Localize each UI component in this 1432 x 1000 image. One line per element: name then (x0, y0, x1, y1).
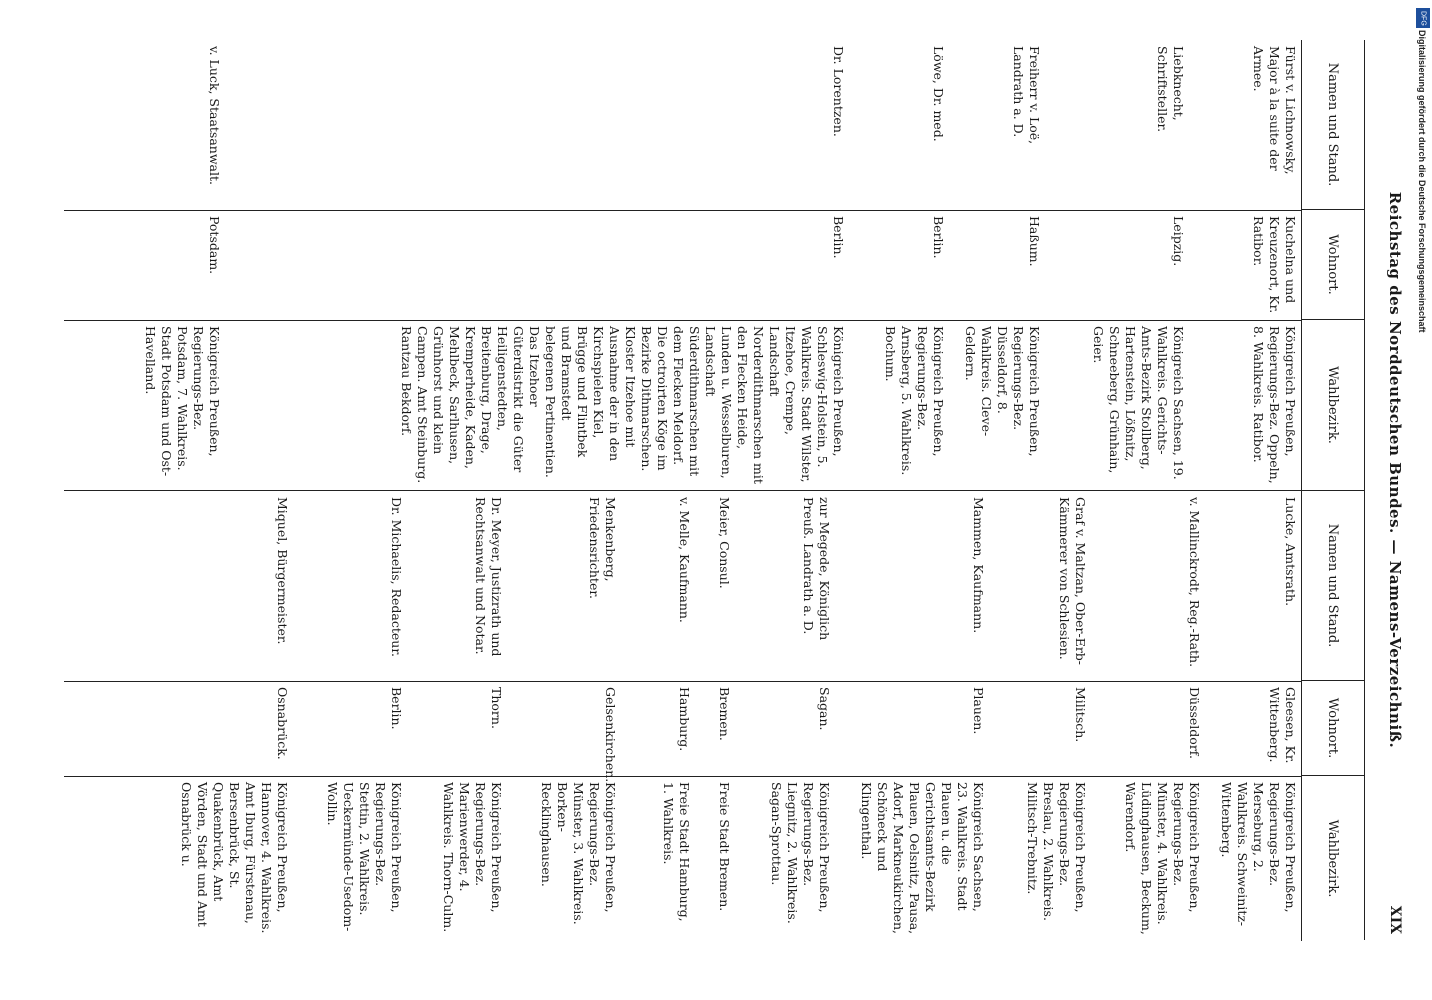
member-district: Königreich Preußen, Hannover, 4. Wahlkreis. Amt Iburg, Fürstenau, Bersenbrück, St. Quakenbrück, Amt Vörden, Stadt und Amt Osnabrück u. (179, 782, 290, 934)
table-row (512, 491, 622, 941)
member-district: Freie Stadt Hamburg, 1. Wahlkreis. (661, 782, 692, 922)
table-row (1096, 491, 1206, 941)
page-number: XIX (1387, 905, 1403, 934)
member-district: Königreich Preußen, Regierungs-Bez. Breslau, 2. Wahlkreis. Militsch-Trebnitz. (1025, 782, 1088, 921)
member-name: Meier, Consul. (717, 497, 732, 589)
table-row (854, 40, 950, 490)
member-residence: Leipzig. (1171, 216, 1186, 267)
member-district: Königreich Preußen, Regierungs-Bez. Oppeln, 8. Wahlkreis. Ratibor. (1251, 326, 1298, 484)
table-right-half (64, 490, 1364, 941)
header-residence: Wohnort. (1302, 681, 1364, 776)
table-row (412, 491, 508, 941)
register-table (64, 40, 1365, 940)
member-name: v. Melle, Kaufmann. (677, 497, 692, 623)
table-header-left (1301, 40, 1364, 490)
member-district: Königreich Sachsen, 19. Wahlkreis. Gerichts-Amts-Bezirk Stollberg, Hartenstein, Lößnitz, Schneeberg, Grünhain, Geier. (1091, 326, 1186, 480)
table-header-right (1301, 491, 1364, 941)
member-name: Fürst v. Lichnowsky, Major à la suite der Armee. (1251, 46, 1298, 175)
member-district: Königreich Preußen, Schleswig-Holstein, 5. Wahlkreis. Stadt Wilster, Itzehoe, Crempe, Landschaft Norderdithmarschen mit den Flecken Heide, Lunden u. Wesselburen, Landschaft Süderdithmarschen mit dem Flecken Meldorf. Die octroirten Köge im Bezirke Dithmarschen. Kloster Itzehoe mit Ausnahme der in den Kirchspielen Kiel, Brügge und Flintbek und Bramstedt belegenen Pertinentien. Das Itzehoer Güterdistrikt die Güter Heiligenstedten, Breitenburg, Drage, Kremperheide, Kaden, Mehlbeck, Sarlhusen, Grünhorst und klein Campen. Amt Steinburg. Rantzau Bekdorf. (399, 326, 846, 484)
member-residence: Berlin. (831, 216, 846, 259)
member-residence: Haßum. (1027, 216, 1042, 267)
table-row (626, 491, 696, 941)
member-residence: Gleesen, Kr. Wittenberg. (1267, 687, 1298, 764)
table-row (1210, 491, 1302, 941)
funding-note (1413, 30, 1429, 770)
table-row (840, 491, 990, 941)
member-residence: Hamburg. (677, 687, 692, 752)
header-district: Wahlbezirk. (1325, 819, 1341, 898)
header-name: Namen und Stand. (1302, 491, 1364, 681)
member-residence: Bremen. (717, 687, 732, 741)
member-district: Königreich Preußen, Regierungs-Bez. Merseburg, 2. Wahlkreis. Schweinitz-Wittenberg. (1219, 782, 1298, 927)
header-residence: Wohnort. (1302, 210, 1364, 320)
member-name: Miquel, Bürgermeister. (275, 497, 290, 645)
member-name: Dr. Michaelis, Redacteur. (389, 497, 404, 657)
table-row (994, 491, 1092, 941)
member-residence: Berlin. (389, 687, 404, 730)
member-name: Löwe, Dr. med. (931, 46, 946, 142)
member-name: Graf v. Maltzan, Ober-Erb-Kämmerer von Schlesien. (1057, 497, 1088, 666)
member-district: Königreich Preußen, Regierungs-Bez. Arnsberg, 5. Wahlkreis. Bochum. (883, 326, 946, 476)
member-name: Liebknecht, Schriftsteller. (1155, 46, 1186, 133)
member-name: v. Mallinckrodt, Reg.-Rath. (1187, 497, 1202, 668)
member-district: Königreich Sachsen, 23. Wahlkreis. Stadt Plauen u. die Gerichtsamts-Bezirk Plauen, Oelsnitz, Pausa, Adorf, Markneukirchen, Schöneck und Klingenthal. (859, 782, 986, 935)
member-name: Menkenberg, Friedensrichter. (587, 497, 618, 599)
header-name: Namen und Stand. (1302, 40, 1364, 210)
document-header (1371, 40, 1411, 940)
member-district: Freie Stadt Bremen. (717, 782, 732, 912)
member-name: Mammen, Kaufmann. (971, 497, 986, 634)
member-residence: Militsch. (1073, 687, 1088, 743)
funding-note-text: Digitalisierung gefördert durch die Deutsche Forschungsgemeinschaft (1417, 30, 1427, 333)
member-district: Königreich Preußen, Regierungs-Bez. Stettin, 2. Wahlkreis. Ueckermünde-Usedom-Wollin. (325, 782, 404, 932)
table-row (1192, 40, 1302, 490)
member-residence: Thorn. (489, 687, 504, 729)
member-district: Königreich Preußen, Regierungs-Bez. Potsdam, 7. Wahlkreis. Stadt Potsdam und Ost-Havelland. (143, 326, 222, 477)
member-residence: Kuchelna und Kreuzenort, Kr. Ratibor. (1251, 216, 1298, 314)
table-row (700, 491, 736, 941)
table-row (86, 40, 226, 490)
rows-left (64, 40, 1302, 490)
member-name: Lucke, Amtsrath. (1283, 497, 1298, 607)
member-name: Freiherr v. Loë, Landrath a. D. (1011, 46, 1042, 145)
table-row (1050, 40, 1190, 490)
member-residence: Berlin. (931, 216, 946, 259)
member-district: Königreich Preußen, Regierungs-Bez. Marienwerder, 4. Wahlkreis. Thorn-Culm. (441, 782, 504, 933)
member-residence: Plauen. (971, 687, 986, 735)
table-row (740, 491, 836, 941)
table-left-half (64, 40, 1364, 490)
header-district: Wahlbezirk. (1325, 366, 1341, 444)
rotated-document (51, 40, 1411, 940)
member-district: Königreich Preußen, Regierungs-Bez. Liegnitz, 2. Wahlkreis. Sagan-Sprottau. (769, 782, 832, 924)
member-name: Dr. Lorentzen. (831, 46, 846, 137)
table-row (954, 40, 1046, 490)
member-name: zur Megede, Königlich Preuß. Landrath a. D. (801, 497, 832, 641)
member-district: Königreich Preußen, Regierungs-Bez. Münster, 3. Wahlkreis. Borken-Recklinghausen. (539, 782, 618, 925)
table-row (104, 491, 294, 941)
member-district: Königreich Preußen, Regierungs-Bez. Münster, 4. Wahlkreis. Lüdinghausen, Beckum, Warendorf. (1123, 782, 1202, 935)
member-residence: Osnabrück. (275, 687, 290, 760)
table-row (230, 40, 850, 490)
table-row (298, 491, 408, 941)
document-title: Reichstag des Norddeutschen Bundes. — Namens-Verzeichniß. (1386, 191, 1404, 749)
member-residence: Sagan. (817, 687, 832, 731)
member-name: v. Luck, Staatsanwalt. (207, 46, 222, 185)
member-name: Dr. Meyer, Justizrath und Rechtsanwalt und Notar. (473, 497, 504, 657)
member-residence: Potsdam. (207, 216, 222, 275)
dfg-logo: DFG (1416, 8, 1430, 28)
member-district: Königreich Preußen, Regierungs-Bez. Düsseldorf, 8. Wahlkreis. Cleve-Geldern. (963, 326, 1042, 457)
member-residence: Gelsenkirchen. (603, 687, 618, 783)
rows-right (64, 491, 1302, 941)
member-residence: Düsseldorf. (1187, 687, 1202, 759)
